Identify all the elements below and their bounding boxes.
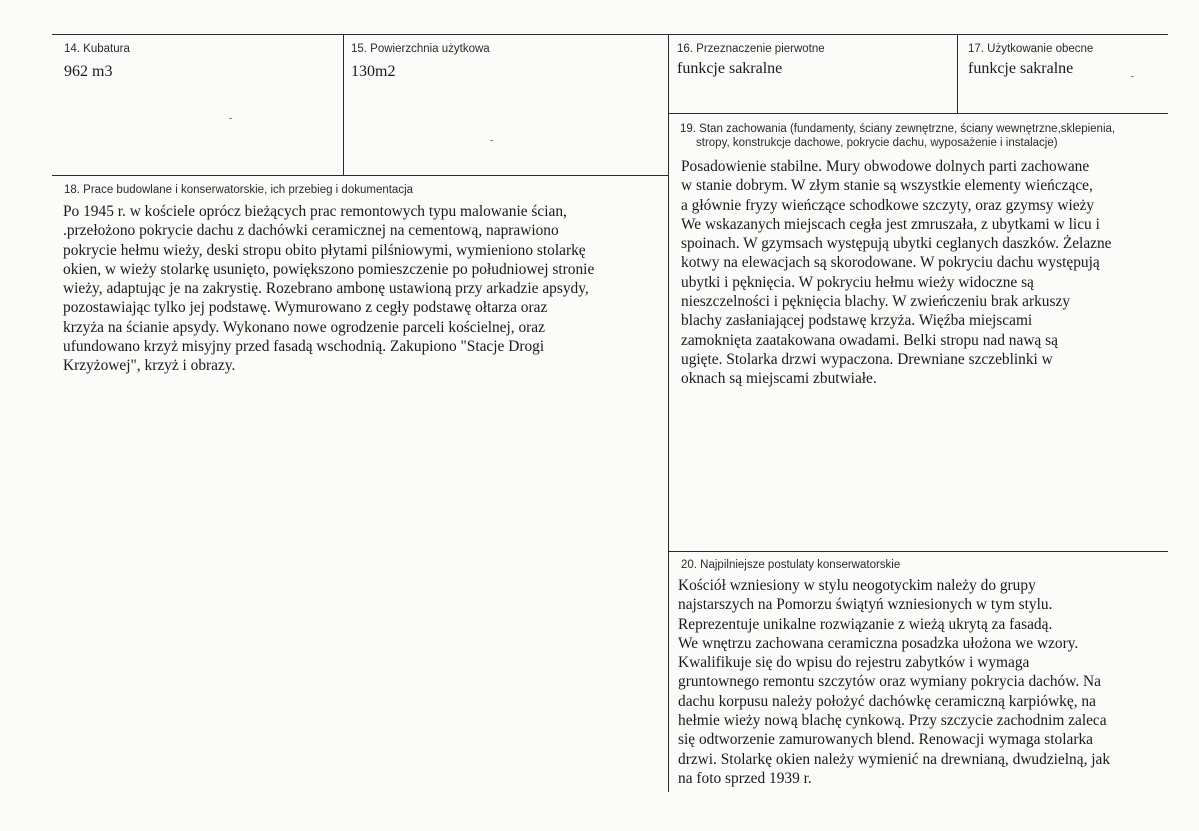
prace-text [63,202,594,376]
stan-line: zamoknięta zaatakowana owadami. Belki stropu nad nawą są [681,331,1058,349]
stan-line: oknach są miejscami zbutwiałe. [681,370,877,388]
prace-line: wieży, adaptując je na zakrystię. Rozebrano ambonę ustawioną przy arkadzie apsydy, [63,280,589,298]
postulaty-text [678,576,1110,788]
prace-line: okien, w wieży stolarkę usunięto, powiększono pomieszczenie po południowej stronie [63,260,595,278]
postulaty-line: najstarszych na Pomorzu świątyń wzniesionych w tym stylu. [678,596,1053,614]
stan-line: Posadowienie stabilne. Mury obwodowe dolnych parti zachowane [681,158,1090,175]
scan-speck [229,118,232,119]
stan-text [681,157,1112,389]
postulaty-line: dachu korpusu należy położyć dachówkę ceramiczną karpiówkę, na [678,692,1096,710]
kubatura-value: 962 m3 [64,63,113,80]
postulaty-line: na foto sprzed 1939 r. [678,769,812,787]
postulaty-line: hełmie wieży nową blachę cynkową. Przy szczycie zachodnim zaleca [678,712,1107,730]
prace-line: Po 1945 r. w kościele oprócz bieżących prac remontowych typu malowanie ścian, [63,203,567,220]
postulaty-line: We wnętrzu zachowana ceramiczna posadzka ułożona we wzory. [678,634,1079,652]
prace-line: ufundowano krzyż misyjny przed fasadą wschodnią. Zakupiono "Stacje Drogi [63,338,545,356]
postulaty-line: Kościół wzniesiony w stylu neogotyckim należy do grupy [678,577,1036,594]
prace-label: 18. Prace budowlane i konserwatorskie, ich przebieg i dokumentacja [64,184,414,196]
stan-line: a głównie fryzy wieńczące schodkowe szczyty, oraz gzymsy wieży [681,196,1095,214]
przeznaczenie-value: funkcje sakralne [677,60,783,77]
stan-line: We wskazanych miejscach cegła jest zmruszała, z ubytkami w licu i [681,215,1100,233]
rule-above-20 [668,551,1168,552]
top-rule [52,34,1168,35]
prace-line: krzyża na ścianie apsydy. Wykonano nowe ogrodzenie parceli kościelnej, oraz [63,318,545,336]
stan-line: w stanie dobrym. W złym stanie są wszystkie elementy wieńczące, [681,177,1093,195]
prace-line: pozostawiając tylko jej podstawę. Wymurowano z cegły podstawę ołtarza oraz [63,299,548,317]
prace-line: Krzyżowej", krzyż i obrazy. [63,357,236,375]
postulaty-line: Kwalifikuje się do wpisu do rejestru zabytków i wymaga [678,654,1030,672]
prace-line: .przełożono pokrycie dachu z dachówki ceramicznej na cementową, naprawiono [63,222,559,240]
przeznaczenie-label: 16. Przeznaczenie pierwotne [677,43,825,55]
stan-line: blachy zasłaniającej podstawę krzyża. Więźba miejscami [681,312,1033,330]
postulaty-line: gruntownego remontu szczytów oraz wymiany pokrycia dachów. Na [678,673,1101,691]
divider-16-17 [957,34,958,113]
rule-under-16-17 [668,113,1168,114]
uzytkowanie-label: 17. Użytkowanie obecne [968,43,1094,55]
divider-14-15 [343,34,344,175]
powierzchnia-value: 130m2 [351,63,396,80]
stan-line: ubytki i pęknięcia. W pokryciu hełmu wieży widoczne są [681,273,1034,291]
prace-line: pokrycie hełmu wieży, deski stropu obito płytami pilśniowymi, wymieniono stolarkę [63,241,586,259]
stan-line: ugięte. Stolarka drzwi wypaczona. Drewniane szczeblinki w [681,350,1053,368]
scan-speck [490,140,493,141]
rule-above-18 [52,175,668,176]
stan-line: spoinach. W gzymsach występują ubytki ceglanych daszków. Żelazne [681,235,1112,253]
uzytkowanie-value: funkcje sakralne [968,60,1074,77]
stan-label-line1: 19. Stan zachowania (fundamenty, ściany zewnętrzne, ściany wewnętrzne,sklepienia, [680,123,1116,135]
powierzchnia-label: 15. Powierzchnia użytkowa [351,43,490,55]
postulaty-line: drzwi. Stolarkę okien należy wymienić na drewnianą, dwudzielną, jak [678,750,1111,768]
scan-speck [1131,76,1134,77]
kubatura-label: 14. Kubatura [64,43,130,55]
stan-line: kotwy na elewacjach są skorodowane. W pokryciu dachu występują [681,254,1100,272]
postulaty-line: się odtworzenie zamurowanych blend. Renowacji wymaga stolarka [678,731,1093,749]
stan-label-line2: stropy, konstrukcje dachowe, pokrycie dachu, wyposażenie i instalacje) [696,137,1058,149]
postulaty-label: 20. Najpilniejsze postulaty konserwatorskie [681,559,901,571]
stan-line: nieszczelności i pęknięcia blachy. W zwieńczeniu brak arkuszy [681,293,1071,311]
center-divider [668,34,669,792]
postulaty-line: Reprezentuje unikalne rozwiązanie z wieżą ukrytą za fasadą. [678,615,1053,633]
